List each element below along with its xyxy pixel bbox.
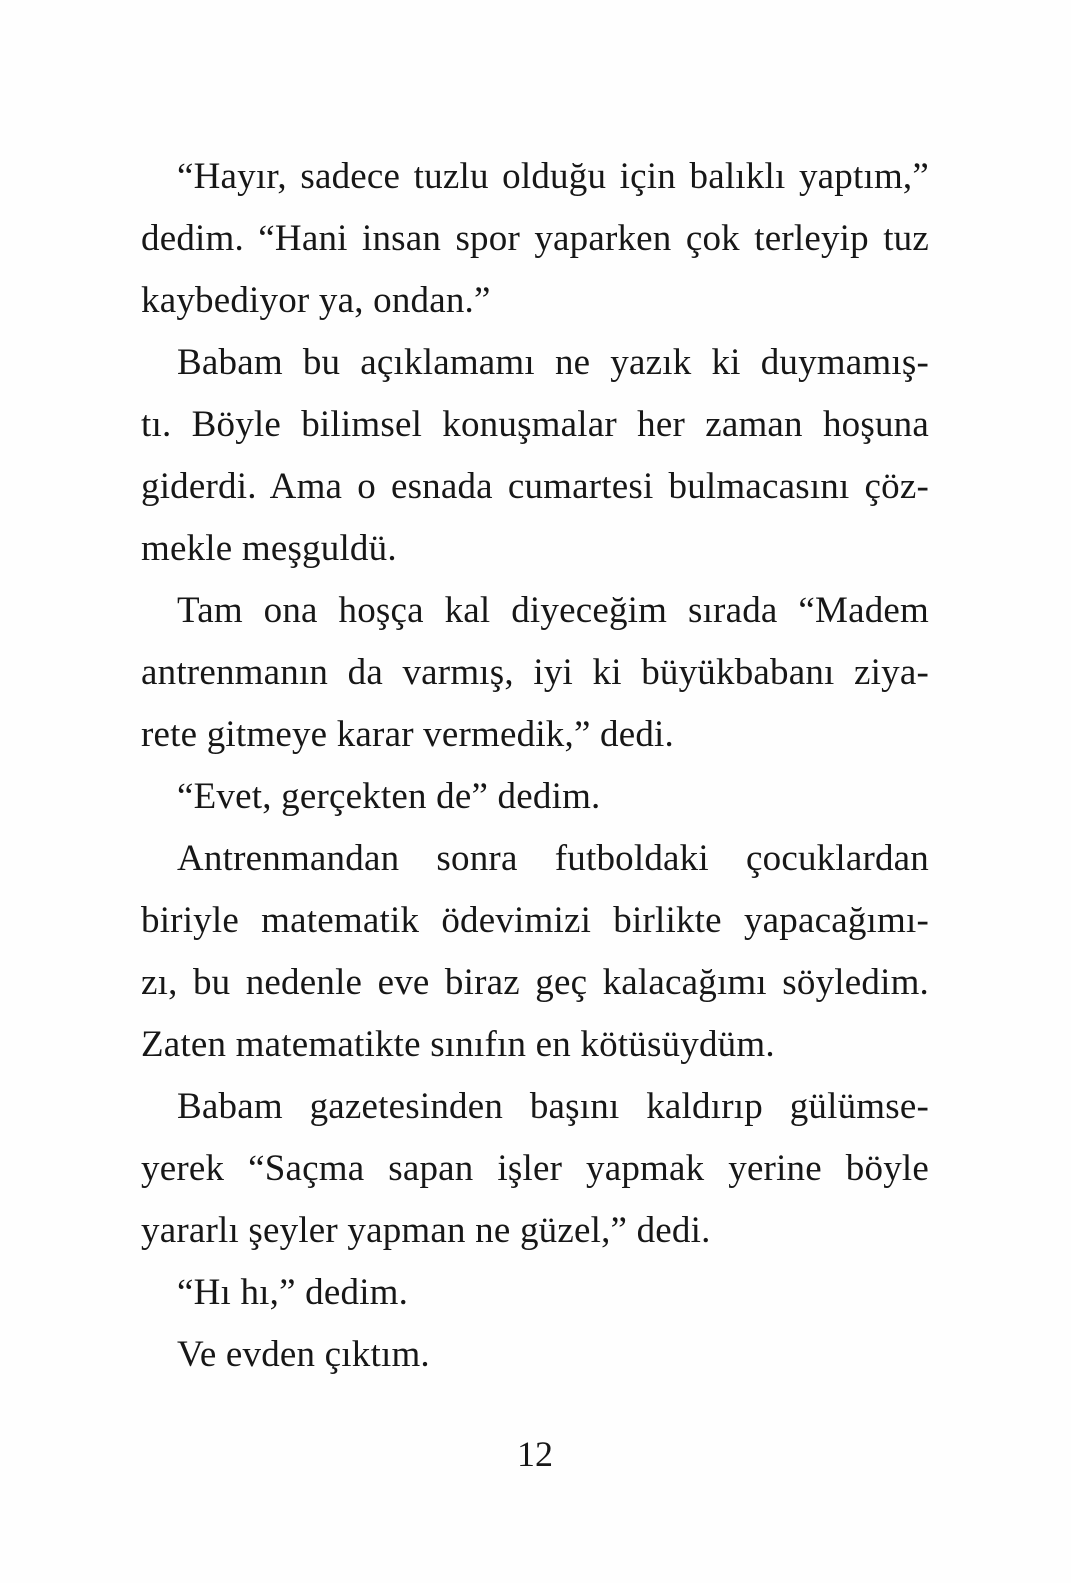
text-line: Babam bu açıklamamı ne yazık ki duymamış- [177, 342, 929, 383]
text-line: rete gitmeye karar vermedik,” dedi. [141, 714, 674, 755]
text-line: Tam ona hoşça kal diyeceğim sırada “Madem [177, 590, 929, 631]
text-line: “Evet, gerçekten de” dedim. [177, 776, 601, 817]
paragraph [141, 580, 929, 766]
text-line: Antrenmandan sonra futboldaki çocuklardan [177, 838, 929, 879]
text-line: tı. Böyle bilimsel konuşmalar her zaman hoşuna [141, 404, 929, 445]
text-line: Zaten matematikte sınıfın en kötüsüydüm. [141, 1024, 775, 1065]
text-line: Ve evden çıktım. [177, 1334, 430, 1375]
text-line: yerek “Saçma sapan işler yapmak yerine böyle [141, 1148, 929, 1189]
paragraph [141, 1324, 929, 1386]
paragraph [141, 332, 929, 580]
text-line: biriyle matematik ödevimizi birlikte yapacağımı- [141, 900, 929, 941]
text-block [141, 146, 929, 1386]
text-line: mekle meşguldü. [141, 528, 397, 569]
text-line: yararlı şeyler yapman ne güzel,” dedi. [141, 1210, 711, 1251]
text-line: giderdi. Ama o esnada cumartesi bulmacasını çöz- [141, 466, 929, 507]
paragraph [141, 766, 929, 828]
page-number: 12 [517, 1434, 553, 1474]
paragraph [141, 828, 929, 1076]
text-line: antrenmanın da varmış, iyi ki büyükbabanı ziya- [141, 652, 929, 693]
paragraph [141, 1262, 929, 1324]
text-line: dedim. “Hani insan spor yaparken çok terleyip tuz [141, 218, 929, 259]
text-line: “Hı hı,” dedim. [177, 1272, 409, 1313]
paragraph [141, 1076, 929, 1262]
text-line: “Hayır, sadece tuzlu olduğu için balıklı yaptım,” [177, 156, 929, 197]
text-line: zı, bu nedenle eve biraz geç kalacağımı söyledim. [141, 962, 929, 1003]
paragraph [141, 146, 929, 332]
text-line: kaybediyor ya, ondan.” [141, 280, 491, 321]
text-line: Babam gazetesinden başını kaldırıp gülümse- [177, 1086, 929, 1127]
